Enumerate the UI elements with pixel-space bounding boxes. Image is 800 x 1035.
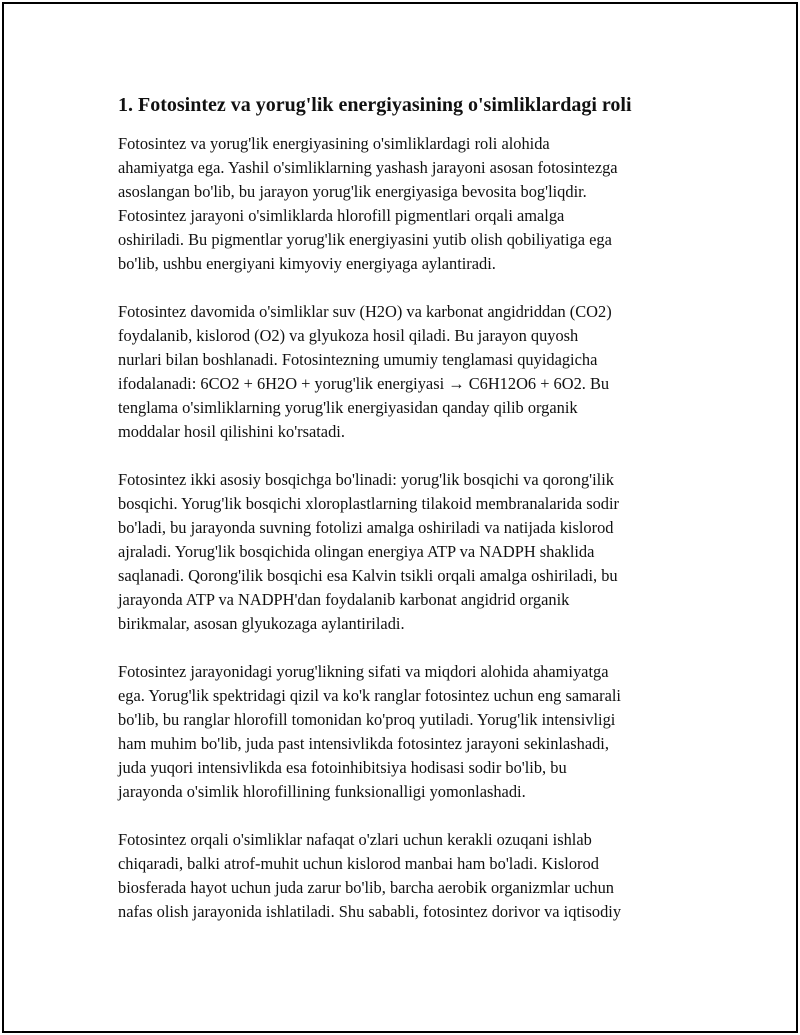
paragraph-3 <box>118 468 690 636</box>
paragraph-line: Fotosintez jarayonidagi yorug'likning sifati va miqdori alohida ahamiyatga <box>118 662 609 681</box>
paragraph-line: juda yuqori intensivlikda esa fotoinhibitsiya hodisasi sodir bo'lib, bu <box>118 758 567 777</box>
paragraph-line: bo'ladi, bu jarayonda suvning fotolizi amalga oshiriladi va natijada kislorod <box>118 518 614 537</box>
paragraph-line: birikmalar, asosan glyukozaga aylantiriladi. <box>118 614 405 633</box>
paragraph-line: ahamiyatga ega. Yashil o'simliklarning yashash jarayoni asosan fotosintezga <box>118 158 618 177</box>
paragraph-line: bo'lib, bu ranglar hlorofill tomonidan ko'proq yutiladi. Yorug'lik intensivligi <box>118 710 616 729</box>
paragraph-2 <box>118 300 690 444</box>
paragraph-4 <box>118 660 690 804</box>
paragraph-line: nafas olish jarayonida ishlatiladi. Shu sababli, fotosintez dorivor va iqtisodiy <box>118 902 622 921</box>
paragraph-line: bosqichi. Yorug'lik bosqichi xloroplastlarning tilakoid membranalarida sodir <box>118 494 619 513</box>
paragraph-line: nurlari bilan boshlanadi. Fotosintezning umumiy tenglamasi quyidagicha <box>118 350 598 369</box>
paragraph-line: biosferada hayot uchun juda zarur bo'lib, barcha aerobik organizmlar uchun <box>118 878 615 897</box>
paragraph-line: Fotosintez orqali o'simliklar nafaqat o'zlari uchun kerakli ozuqani ishlab <box>118 830 592 849</box>
paragraph-line: saqlanadi. Qorong'ilik bosqichi esa Kalvin tsikli orqali amalga oshiriladi, bu <box>118 566 618 585</box>
paragraph-line: tenglama o'simliklarning yorug'lik energiyasidan qanday qilib organik <box>118 398 578 417</box>
paragraph-line: Fotosintez ikki asosiy bosqichga bo'linadi: yorug'lik bosqichi va qorong'ilik <box>118 470 614 489</box>
paragraph-line: Fotosintez davomida o'simliklar suv (H2O) va karbonat angidriddan (CO2) <box>118 302 612 321</box>
paragraph-5 <box>118 828 690 924</box>
paragraph-line: foydalanib, kislorod (O2) va glyukoza hosil qiladi. Bu jarayon quyosh <box>118 326 579 345</box>
paragraph-line: chiqaradi, balki atrof-muhit uchun kislorod manbai ham bo'ladi. Kislorod <box>118 854 599 873</box>
paragraph-line: ega. Yorug'lik spektridagi qizil va ko'k ranglar fotosintez uchun eng samarali <box>118 686 621 705</box>
paragraph-line: ajraladi. Yorug'lik bosqichida olingan energiya ATP va NADPH shaklida <box>118 542 595 561</box>
paragraph-line: oshiriladi. Bu pigmentlar yorug'lik energiyasini yutib olish qobiliyatiga ega <box>118 230 612 249</box>
paragraph-1 <box>118 132 690 276</box>
paragraph-line: ham muhim bo'lib, juda past intensivlikda fotosintez jarayoni sekinlashadi, <box>118 734 609 753</box>
paragraph-line: bo'lib, ushbu energiyani kimyoviy energiyaga aylantiradi. <box>118 254 496 273</box>
paragraph-line: asoslangan bo'lib, bu jarayon yorug'lik energiyasiga bevosita bog'liqdir. <box>118 182 587 201</box>
paragraph-line: jarayonda ATP va NADPH'dan foydalanib karbonat angidrid organik <box>118 590 570 609</box>
paragraph-line: jarayonda o'simlik hlorofillining funksionalligi yomonlashadi. <box>118 782 526 801</box>
paragraph-line: Fotosintez jarayoni o'simliklarda hlorofill pigmentlari orqali amalga <box>118 206 565 225</box>
document-body <box>118 92 690 948</box>
paragraph-line: Fotosintez va yorug'lik energiyasining o'simliklardagi roli alohida <box>118 134 550 153</box>
paragraph-line: moddalar hosil qilishini ko'rsatadi. <box>118 422 345 441</box>
section-heading: 1. Fotosintez va yorug'lik energiyasining o'simliklardagi roli <box>118 94 632 116</box>
paragraph-line: ifodalanadi: 6CO2 + 6H2O + yorug'lik energiyasi → C6H12O6 + 6O2. Bu <box>118 374 610 393</box>
